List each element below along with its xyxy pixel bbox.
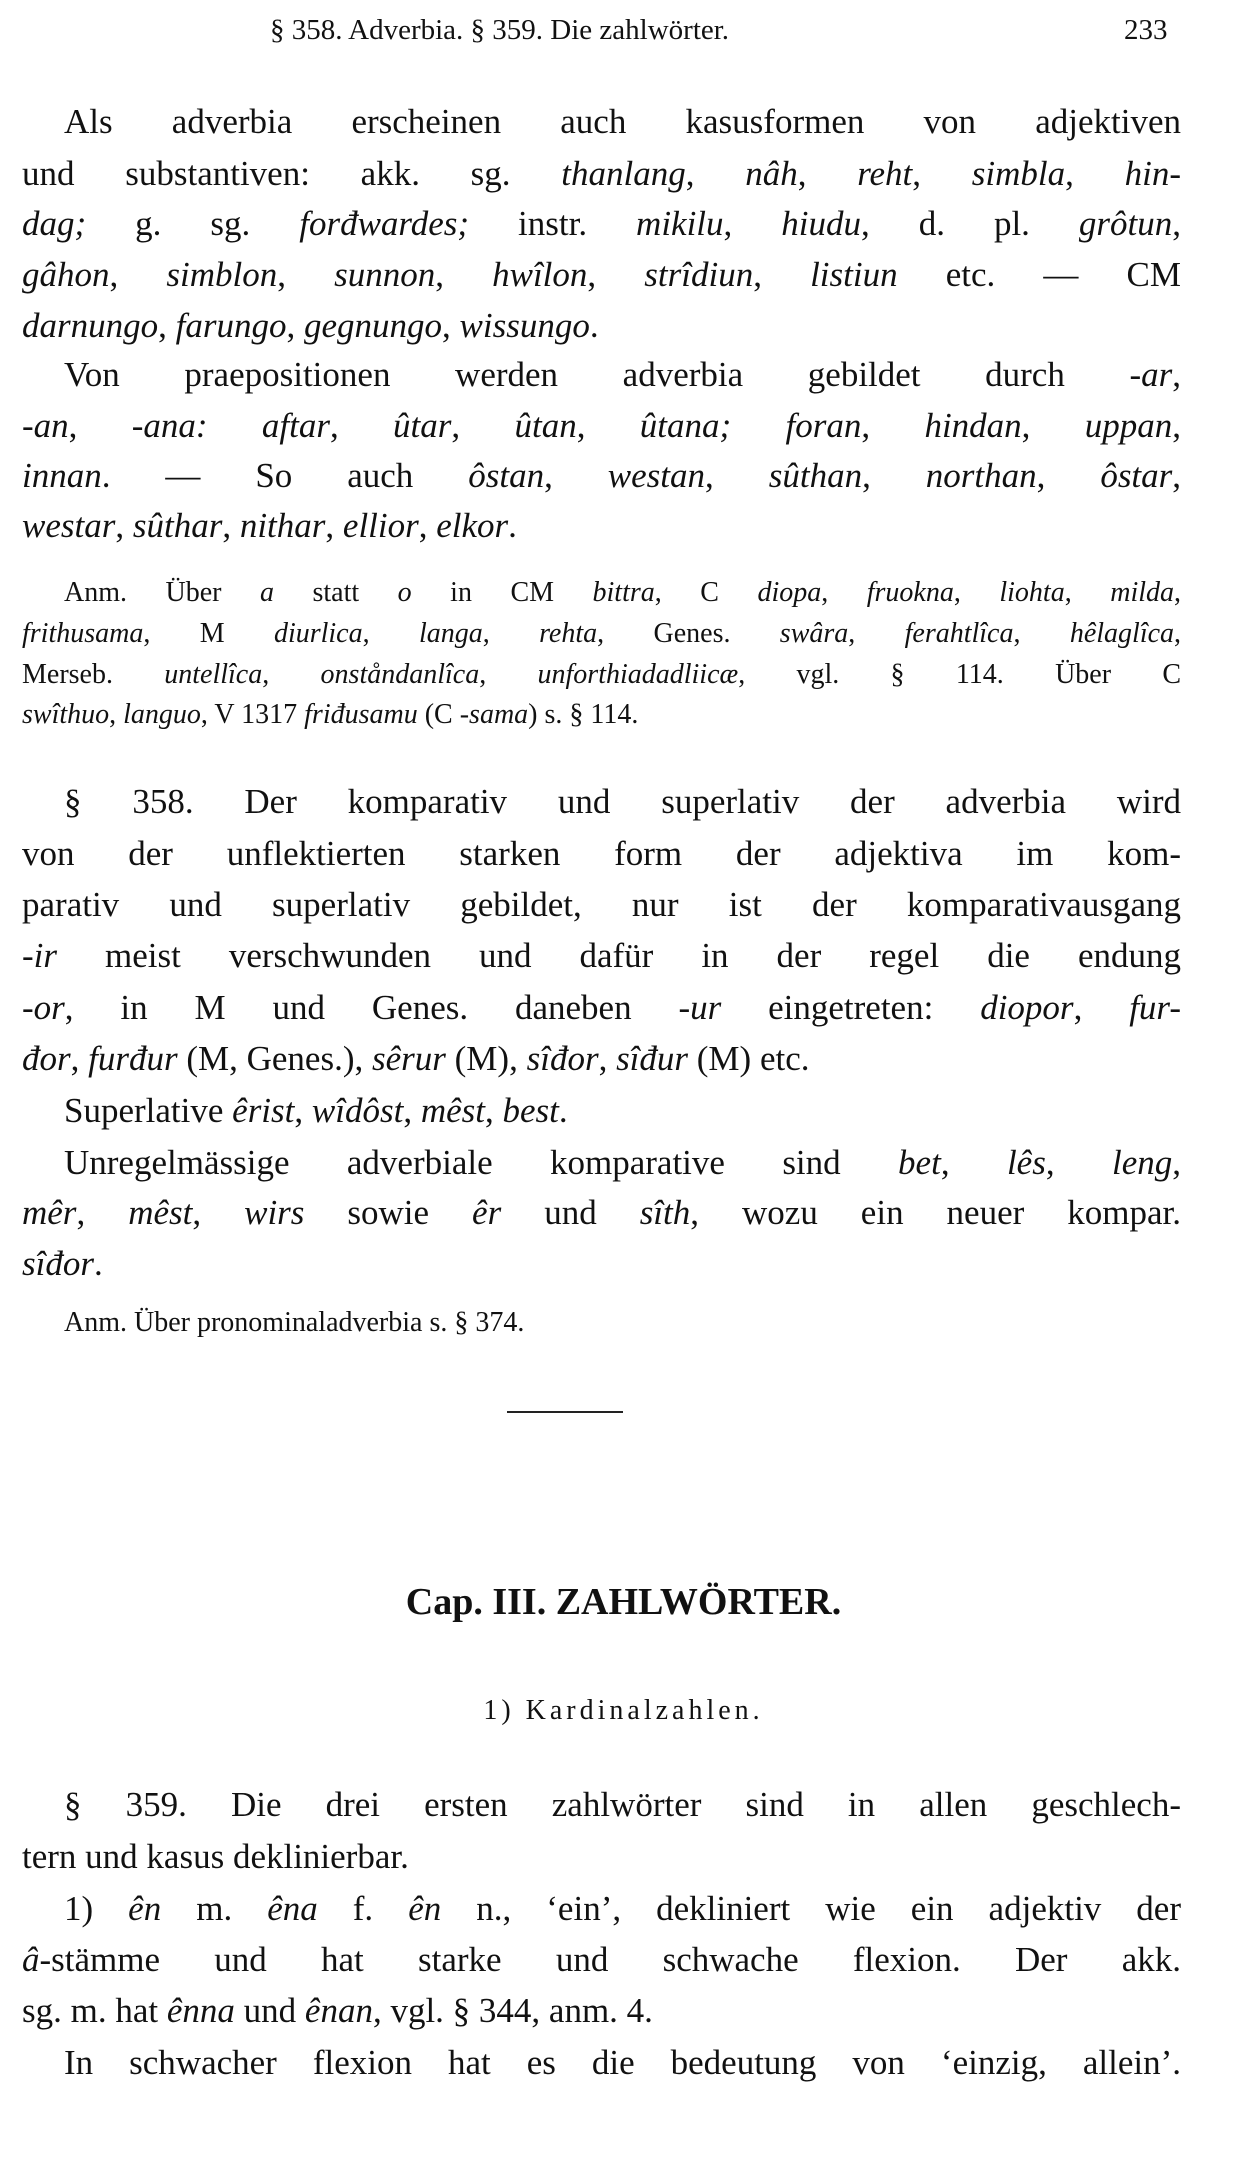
italic-word: ûtar xyxy=(393,406,452,445)
italic-word: ên xyxy=(128,1889,162,1928)
italic-word: dag; xyxy=(22,204,87,243)
italic-word: hiudu xyxy=(781,204,861,243)
text-line xyxy=(64,1887,1181,1931)
text-line xyxy=(22,1191,1181,1235)
italic-word: liohta xyxy=(999,577,1065,608)
text-run: , xyxy=(821,577,867,608)
text-line xyxy=(64,2041,1181,2085)
italic-word: a xyxy=(259,577,274,608)
text-line xyxy=(22,616,1181,652)
italic-word: elkor xyxy=(436,506,509,545)
italic-word: fruokna xyxy=(866,577,954,608)
text-run: ) s. § 114. xyxy=(528,699,639,730)
text-run: (C xyxy=(417,699,460,730)
text-run: § 358. Der komparativ und superlativ der adverbia wird xyxy=(64,782,1181,821)
text-run: , xyxy=(484,1091,503,1130)
italic-word: o xyxy=(397,577,412,608)
text-line xyxy=(64,100,1181,144)
text-run: , xyxy=(158,306,176,345)
italic-word: mêst xyxy=(128,1193,193,1232)
italic-word: farungo xyxy=(175,306,287,345)
page-number: 233 xyxy=(1124,14,1168,46)
text-run: in CM xyxy=(411,577,593,608)
text-run: , in M und Genes. daneben xyxy=(64,988,679,1027)
text-run: , M xyxy=(143,618,274,649)
text-run: , xyxy=(362,618,419,649)
italic-word: forđwardes; xyxy=(299,204,470,243)
italic-word: gegnungo xyxy=(303,306,443,345)
text-run: 1) xyxy=(64,1889,129,1928)
text-run: , xyxy=(1073,988,1130,1027)
text-line xyxy=(22,253,1181,297)
text-run: , xyxy=(705,456,769,495)
text-run: von der unflektierten starken form der adjektiva im kom- xyxy=(22,834,1181,873)
text-run: , xyxy=(329,406,394,445)
italic-word: ûtan xyxy=(514,406,577,445)
text-line xyxy=(22,986,1181,1030)
text-run: , xyxy=(1045,1143,1112,1182)
italic-word: reht xyxy=(857,154,913,193)
text-run: , xyxy=(192,1193,245,1232)
italic-word: bet xyxy=(898,1143,941,1182)
italic-word: mêst xyxy=(420,1091,485,1130)
text-run: , xyxy=(109,255,167,294)
running-header: § 358. Adverbia. § 359. Die zahlwörter. xyxy=(270,14,730,46)
italic-word: mêr xyxy=(22,1193,77,1232)
text-run: (M), xyxy=(445,1039,527,1078)
italic-word: ellior xyxy=(342,506,419,545)
italic-word: foran xyxy=(785,406,862,445)
text-run: , xyxy=(479,659,538,690)
italic-word: wirs xyxy=(244,1193,305,1232)
text-run: , xyxy=(1064,577,1111,608)
text-run: , xyxy=(325,506,343,545)
text-run: Anm. Über xyxy=(64,577,260,608)
italic-word: ferahtlîca xyxy=(904,618,1014,649)
italic-word: êna xyxy=(267,1889,318,1928)
chapter-subtitle: 1) Kardinalzahlen. xyxy=(483,1695,764,1726)
text-run: , xyxy=(940,1143,1007,1182)
text-run: g. sg. xyxy=(86,204,300,243)
italic-word: leng xyxy=(1111,1143,1173,1182)
section-divider xyxy=(507,1411,623,1413)
text-run: , C xyxy=(654,577,758,608)
italic-word: wissungo xyxy=(459,306,590,345)
text-run: , xyxy=(1013,618,1070,649)
italic-word: đor xyxy=(22,1039,71,1078)
text-run: -stämme und hat starke und schwache flexion. Der akk. xyxy=(39,1940,1181,1979)
text-line xyxy=(22,697,1181,733)
italic-word: sêrur xyxy=(372,1039,446,1078)
text-run: , xyxy=(861,406,925,445)
text-run: , xyxy=(451,406,515,445)
text-run: , xyxy=(797,154,858,193)
italic-word: rehta xyxy=(539,618,598,649)
text-line xyxy=(22,504,1181,548)
text-line xyxy=(22,404,1181,448)
text-run: , xyxy=(1021,406,1085,445)
text-run: parativ und superlativ gebildet, nur ist der komparativausgang xyxy=(22,885,1181,924)
italic-word: sunnon xyxy=(334,255,436,294)
italic-word: sîđor xyxy=(526,1039,599,1078)
text-line xyxy=(64,1305,1181,1341)
text-line xyxy=(22,657,1181,693)
text-run: Superlative xyxy=(64,1091,233,1130)
italic-word: -ir xyxy=(22,936,57,975)
italic-word: -ur xyxy=(678,988,722,1027)
text-run: meist verschwunden und dafür in der regel die endung xyxy=(57,936,1181,975)
italic-word: -ana: xyxy=(131,406,208,445)
text-run: (M) etc. xyxy=(688,1039,810,1078)
text-run: , xyxy=(598,1039,617,1078)
text-line xyxy=(64,575,1181,611)
text-run: , xyxy=(1172,456,1182,495)
text-line xyxy=(64,1141,1181,1185)
text-run: . xyxy=(508,506,517,545)
text-run: , xyxy=(912,154,972,193)
italic-word: sîth xyxy=(639,1193,691,1232)
italic-word: sîđur xyxy=(616,1039,689,1078)
italic-word: diurlica xyxy=(273,618,363,649)
text-line xyxy=(64,353,1181,397)
text-run: , xyxy=(277,255,335,294)
text-run: . xyxy=(93,1244,103,1283)
text-run: , d. pl. xyxy=(861,204,1079,243)
text-run: , xyxy=(862,456,926,495)
text-run: und xyxy=(234,1991,305,2030)
text-run: , xyxy=(576,406,640,445)
italic-word: westan xyxy=(607,456,706,495)
text-run: Anm. Über pronominaladverbia s. § 374. xyxy=(64,1307,525,1338)
italic-word: hêlaglîca xyxy=(1069,618,1175,649)
text-run: § 359. Die drei ersten zahlwörter sind in allen geschlech- xyxy=(64,1785,1181,1824)
italic-word: hin- xyxy=(1124,154,1182,193)
text-run xyxy=(208,406,262,445)
italic-word: ênan xyxy=(304,1991,373,2030)
italic-word: unforthiadadliicæ xyxy=(537,659,739,690)
text-line xyxy=(22,454,1181,498)
text-run: , xyxy=(1172,406,1181,445)
text-run: , vgl. § 114. Über C xyxy=(738,659,1182,690)
text-line xyxy=(64,1783,1181,1827)
text-line xyxy=(64,780,1181,824)
italic-word: hwîlon xyxy=(492,255,588,294)
italic-word: nâh xyxy=(745,154,798,193)
text-run: , xyxy=(1036,456,1101,495)
italic-word: sûthar xyxy=(132,506,223,545)
text-run: , xyxy=(442,306,460,345)
text-run: instr. xyxy=(469,204,637,243)
italic-word: simblon xyxy=(166,255,278,294)
italic-word: languo xyxy=(123,699,201,730)
text-line xyxy=(64,1089,1181,1133)
text-line xyxy=(22,304,1181,348)
italic-word: sîđor xyxy=(22,1244,94,1283)
italic-word: swâra xyxy=(779,618,849,649)
text-run: , xyxy=(1172,204,1182,243)
italic-word: untellîca xyxy=(164,659,263,690)
text-run: , xyxy=(1172,1143,1181,1182)
text-run: und substantiven: akk. sg. xyxy=(22,154,562,193)
text-run: , xyxy=(418,506,437,545)
italic-word: diopa xyxy=(757,577,822,608)
italic-word: fur- xyxy=(1129,988,1182,1027)
text-run: n., ‘ein’, dekliniert wie ein adjektiv der xyxy=(441,1889,1181,1928)
text-line xyxy=(22,152,1181,196)
italic-word: strîdiun xyxy=(644,255,754,294)
text-run: Als adverbia erscheinen auch kasusformen von adjektiven xyxy=(64,102,1181,141)
text-run: Von praepositionen werden adverbia gebildet durch xyxy=(64,355,1130,394)
text-run: , Genes. xyxy=(597,618,780,649)
italic-word: frithusama xyxy=(22,618,144,649)
text-run: , xyxy=(222,506,240,545)
text-line xyxy=(22,1835,1181,1879)
italic-word: wîdôst xyxy=(311,1091,404,1130)
text-line xyxy=(22,1037,1181,1081)
text-run: , xyxy=(544,456,608,495)
text-run: . xyxy=(558,1091,568,1130)
italic-word: -an xyxy=(22,406,69,445)
text-run: eingetreten: xyxy=(721,988,981,1027)
text-run: sg. m. hat xyxy=(22,1991,167,2030)
italic-word: -sama xyxy=(459,699,529,730)
italic-word: simbla xyxy=(971,154,1066,193)
text-run: , xyxy=(1174,618,1182,649)
chapter-title: Cap. III. ZAHLWÖRTER. xyxy=(405,1581,842,1623)
italic-word: sûthan xyxy=(768,456,863,495)
text-run: , wozu ein neuer kompar. xyxy=(690,1193,1182,1232)
text-line xyxy=(22,1938,1181,1982)
text-run: , xyxy=(1172,355,1181,394)
italic-word: uppan xyxy=(1084,406,1173,445)
text-run: , xyxy=(286,306,304,345)
text-run: , xyxy=(848,618,905,649)
italic-word: best xyxy=(502,1091,559,1130)
italic-word: westar xyxy=(22,506,116,545)
text-run: , xyxy=(587,255,645,294)
italic-word: ênna xyxy=(166,1991,235,2030)
text-run: , xyxy=(435,255,493,294)
text-run: , xyxy=(68,406,132,445)
italic-word: ên xyxy=(408,1889,442,1928)
text-run: , xyxy=(70,1039,89,1078)
text-run: , vgl. § 344, anm. 4. xyxy=(372,1991,653,2030)
italic-word: mikilu xyxy=(636,204,724,243)
italic-word: aftar xyxy=(261,406,330,445)
italic-word: darnungo xyxy=(22,306,159,345)
text-line xyxy=(22,934,1181,978)
italic-word: furđur xyxy=(88,1039,178,1078)
italic-word: innan xyxy=(22,456,102,495)
text-run: Merseb. xyxy=(22,659,165,690)
text-line xyxy=(22,1242,1181,1286)
italic-word: thanlang xyxy=(561,154,686,193)
text-line xyxy=(22,202,1181,246)
text-run: , xyxy=(294,1091,312,1130)
text-run: sowie xyxy=(304,1193,473,1232)
text-run: (M, Genes.), xyxy=(177,1039,372,1078)
italic-word: êrist xyxy=(232,1091,295,1130)
italic-word: onståndanlîca xyxy=(320,659,480,690)
text-run: . xyxy=(589,306,599,345)
italic-word: ûtana; xyxy=(639,406,732,445)
italic-word: grôtun xyxy=(1078,204,1173,243)
text-run: , xyxy=(115,506,133,545)
text-run: , xyxy=(1174,577,1182,608)
italic-word: northan xyxy=(925,456,1037,495)
text-run: , xyxy=(76,1193,129,1232)
text-run: , xyxy=(482,618,540,649)
text-run: , xyxy=(1065,154,1125,193)
italic-word: friđusamu xyxy=(304,699,418,730)
italic-word: nithar xyxy=(239,506,326,545)
italic-word: hindan xyxy=(924,406,1022,445)
italic-word: bittra xyxy=(592,577,655,608)
italic-word: gâhon xyxy=(22,255,110,294)
text-run: etc. — CM xyxy=(897,255,1181,294)
text-line xyxy=(22,883,1181,927)
text-run: m. xyxy=(161,1889,268,1928)
italic-word: -ar xyxy=(1129,355,1173,394)
text-run: und xyxy=(501,1193,640,1232)
text-run: f. xyxy=(317,1889,409,1928)
text-run: , xyxy=(685,154,746,193)
text-run: , xyxy=(723,204,782,243)
text-run: tern und kasus deklinierbar. xyxy=(22,1837,409,1876)
italic-word: diopor xyxy=(980,988,1074,1027)
text-line xyxy=(22,1989,1181,2033)
italic-word: -or xyxy=(22,988,65,1027)
italic-word: swîthuo xyxy=(22,699,110,730)
italic-word: milda xyxy=(1110,577,1175,608)
italic-word: listiun xyxy=(810,255,898,294)
italic-word: langa xyxy=(418,618,483,649)
text-run: , V 1317 xyxy=(200,699,305,730)
italic-word: ôstan xyxy=(468,456,545,495)
text-run: Unregelmässige adverbiale komparative sind xyxy=(64,1143,899,1182)
text-run: , xyxy=(403,1091,421,1130)
text-run: statt xyxy=(273,577,398,608)
text-run: In schwacher flexion hat es die bedeutung von ‘einzig, allein’. xyxy=(64,2043,1181,2082)
italic-word: ôstar xyxy=(1100,456,1173,495)
text-run: , xyxy=(953,577,1000,608)
text-run: , xyxy=(753,255,811,294)
text-run: , xyxy=(109,699,124,730)
text-run: , xyxy=(262,659,321,690)
text-line xyxy=(22,832,1181,876)
italic-word: êr xyxy=(472,1193,502,1232)
text-run xyxy=(731,406,785,445)
text-run: . — So auch xyxy=(101,456,469,495)
italic-word: lês xyxy=(1006,1143,1046,1182)
italic-word: â xyxy=(22,1940,40,1979)
